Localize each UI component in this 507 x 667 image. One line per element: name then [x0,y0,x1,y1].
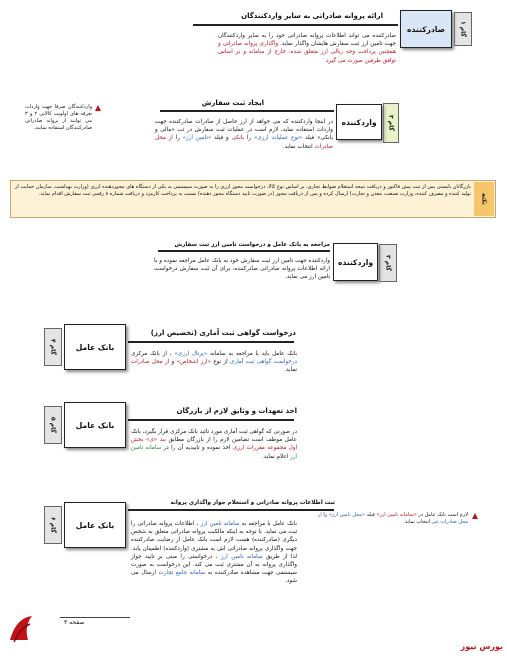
side-note [318,512,478,527]
body-text: و [171,359,175,366]
title-underline [128,419,294,421]
side-text: لازم است بانک عامل در [418,512,469,518]
step-body [131,428,297,461]
actor-box: واردکننده [333,243,378,281]
step-body [218,32,396,65]
body-text: اخذ نموده و تاییدیه آن را در [163,445,231,452]
body-highlight: بند «ی» بخش اول مجموعه مقررات ارزی [131,437,297,452]
title-underline [158,250,330,252]
side-note-text: واردکنندگان صرفا جهت واردات تعرفه های اولویت کالایی ۲ و ۳ می توانند از پروانه صادراتی صادرکنندگان استفاده نمایند. [25,104,93,131]
body-text: از نوع [213,359,228,366]
body-link: «نوع عملیات ارزی» [253,135,303,142]
body-link: سامانه جامع تجارت [158,570,206,577]
body-highlight: «ارز اشخاص» [176,359,211,366]
step-title: ایجاد ثبت سفارش [201,99,264,107]
body-text: در اینجا واردکننده که می خواهد از ارز حاصل از صادرات صادرکننده جهت واردات استفاده نماید، لازم است در عملیات ثبت سفارش در تب «مالی و بانکی» فیلد [155,119,333,142]
body-text: ، از بانک مرکزی [131,351,172,357]
page-number: صفحه ۳ [64,619,85,626]
side-highlight: «سامانه تامین ارز» [376,512,417,518]
step-number: گام ۵ [44,406,62,444]
note-text: بازرگانان بایستی پس از ثبت پیش فاکتور و دریافت نتیجه استعلام ضوابط تجاری، بر اساس نوع کالا، درخواست مجوز ارزی را به صورت سیستمی به یکی از دستگاه های مجوزدهنده ارزی (وزارت بهداشت، سازمان حمایت از تولید کننده و مصرف کننده، وزارت صنعت، معدن و تجارت) ارسال کرده و پس از دریافت مجوز (در صورت تایید دستگاه مجوز دهنده) نسبت به پرداخت کارمزد و دریافت شماره ۸ رقمی ثبت سفارش اقدام نماید. [15,184,471,198]
body-text: نماید. [284,367,297,374]
step-body: واردکننده جهت تامین ارز ثبت سفارش خود به بانک عامل مراجعه نموده و با ارائه اطلاعات پروانه صادراتی صادرکننده، برای آن ثبت سفارش درخواست تامین ارز می نماید. [154,258,330,281]
footer-rule [60,617,130,618]
body-text: و فیلد [214,135,229,142]
warning-icon [95,105,101,111]
body-text: را [175,135,180,142]
body-text: ، درخواستی را مبنی بر تایید جواز واگذاری پروانه به آن مشتری ثبت می کند. این درخواست به صورت سیستمی جهت مشاهده صادرکننده به [131,553,297,577]
body-link: سامانه تامین ارز [220,553,263,560]
side-text: فیلد [366,512,375,518]
actor-box: بانک عامل [64,402,126,448]
side-text: را [323,512,328,518]
side-note [25,104,101,132]
step-body [155,118,333,151]
body-text: انتخاب نماید. [282,143,313,150]
body-link: سامانه تامین ارز [131,445,297,460]
body-text: صادرکننده می تواند اطلاعات پروانه صادراتی خود را به سایر واردکنندگان جهت تامین ارز ثبت سفارش هایشان واگذار نماید. [218,33,397,48]
body-link: «پرتال ارزی» [174,351,208,357]
body-link: سامانه تامین ارز [200,521,240,527]
step-body [131,350,297,375]
step-number: گام ۳ [379,244,397,282]
step-number: گام ۲ [383,103,399,143]
body-highlight: بانکی [231,135,245,142]
actor-box: صادرکننده [400,10,452,48]
note-label: نکته [474,182,494,216]
actor-box: بانک عامل [64,502,126,548]
side-link: از محل صادرات غیر [318,512,468,526]
body-text: اعلام نماید. [262,453,289,460]
title-underline [160,110,334,112]
step-title: مراجعه به بانک عامل و درخواست تامین ارز ثبت سفارش [174,242,330,248]
step-title: ثبت اطلاعات پروانه صادراتی و استعلام جواز واگذاری پروانه [170,500,335,506]
body-link: درخواست گواهی ثبت آماری [230,359,298,366]
title-underline [128,341,294,343]
body-highlight: از محل صادرات [155,135,333,150]
brand-name: بورس نیوز [460,642,503,651]
side-note-text [318,512,468,527]
body-text: ، اطلاعات پروانه صادراتی را ثبت می نماید. با توجه به اینکه مالکیت پروانه صادراتی متعلق به شخص دیگری (صادرکننده) هست لازم است بانک عامل از رضایت صادرکننده جهت واگذاری پروانه صادراتی اش به مشتری (واردکننده) اطمینان یابد. لذا از طریق [131,521,297,560]
step-body [131,520,297,586]
actor-box: بانک عامل [64,324,126,370]
warning-icon [472,513,478,519]
step-title: درخواست گواهی ثبت آماری (تخصیص ارز) [150,329,296,337]
side-link: «محل تامین ارز» [328,512,365,518]
body-link: «تامین ارز» [182,135,212,142]
body-highlight: واگذاری پروانه صادراتی و همچنین پرداخت وجه ریالی ارز متعلق شده، خارج از سامانه و بر اساس توافق طرفین صورت می گیرد. [218,41,396,64]
step-number: گام ۶ [44,506,62,544]
body-text: در صورتی که گواهی ثبت آماری مورد تائید بانک مرکزی قرار بگیرد، بانک عامل موظف است تضامین لازم را از بازرگان مطابق [131,429,298,444]
step-number: گام ۴ [44,328,62,366]
step-number: گام ۱ [454,12,472,46]
step-title: ارائه پروانه صادراتی به سایر واردکنندگان [241,12,383,20]
title-underline [193,24,398,26]
title-underline [128,509,334,511]
brand-logo [6,610,36,648]
body-text: بانک عامل باید با مراجعه به سامانه [210,351,298,357]
body-text: ارسال می شود. [131,570,297,585]
body-text: را [246,135,252,142]
side-text: انتخاب نماید. [403,519,431,526]
body-highlight: از محل صادرات [131,359,170,366]
actor-box: واردکننده [336,104,382,140]
step-title: اخذ تعهدات و وثایق لازم از بازرگان [176,407,297,415]
body-text: بانک عامل با مراجعه به [241,521,297,527]
note-box [10,180,496,218]
